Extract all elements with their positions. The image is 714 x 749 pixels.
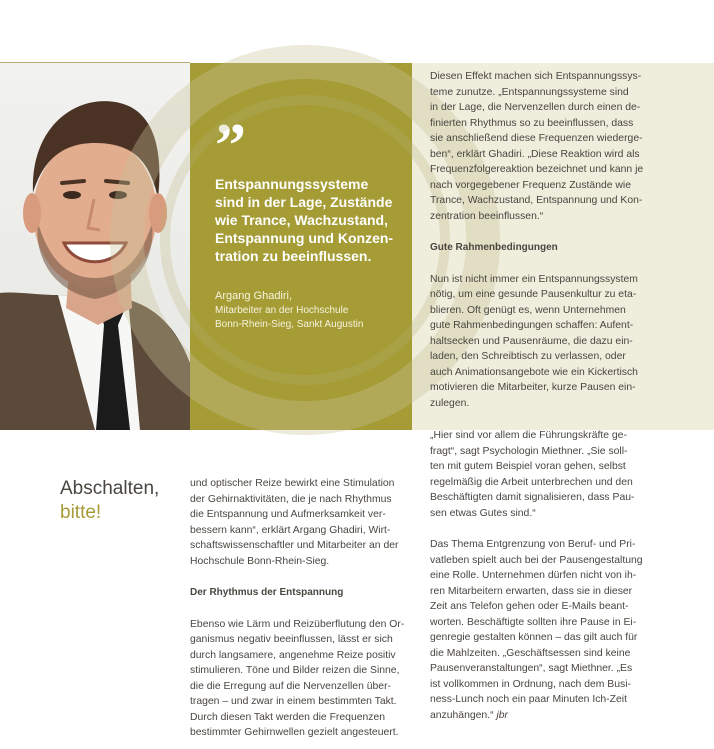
last-line: anzuhängen.“ xyxy=(430,709,494,721)
quote-line: sind in der Lage, Zustände xyxy=(215,194,393,210)
text-line: stimulieren. Töne und Bilder reizen die Sinne, xyxy=(190,665,400,676)
text-line: bessern kann“, erklärt Argang Ghadiri, Wirt- xyxy=(190,524,391,536)
quote-author-role xyxy=(215,304,363,332)
text-line: finierten Rhythmus so zu beeinflussen, dass xyxy=(430,117,634,129)
text-line: Pausenveranstaltungen“, sagt Miethner. „Es xyxy=(430,663,633,674)
quote-line: tration zu beeinflussen. xyxy=(215,248,372,264)
text-line: durch langsamere, angenehme Reize positiv xyxy=(190,649,396,661)
text-line: vatleben spielt auch bei der Pausengestaltung xyxy=(430,554,643,566)
text-line: ren Mitarbeitern erwarten, dass sie in dieser xyxy=(430,585,633,597)
text-line: schaftswissenschaftler und Mitarbeiter an der xyxy=(190,540,399,551)
text-line: nötig, um eine gesunde Pausenkultur zu eta- xyxy=(430,289,637,300)
text-line: haltsecken und Pausenräume, die dazu ein- xyxy=(430,335,633,347)
role-line: Mitarbeiter an der Hochschule xyxy=(215,305,349,316)
text-line: zentration beeinflussen.“ xyxy=(430,210,544,222)
author-signature: jbr xyxy=(496,709,509,721)
quote-panel xyxy=(190,63,412,430)
text-line xyxy=(430,708,700,724)
text-line: Durch diesen Takt werden die Frequenzen xyxy=(190,711,386,723)
pull-quote xyxy=(215,175,410,265)
portrait-photo xyxy=(0,63,190,430)
text-line: laden, den Schreibtisch zu verlassen, oder xyxy=(430,351,626,362)
text-line: sen etwas Gutes sind.“ xyxy=(430,507,536,519)
text-line: genregie gestalten können – das gilt auch für xyxy=(430,632,638,643)
text-line: ganismus negativ beeinflussen, lässt er sich xyxy=(190,634,393,645)
text-line: Beschäftigten damit signalisieren, dass Pau- xyxy=(430,492,635,503)
text-line: und optischer Reize bewirkt eine Stimulation xyxy=(190,478,395,489)
text-line: die Mahlzeiten. „Geschäftsessen sind keine xyxy=(430,647,631,659)
text-line: Nun ist nicht immer ein Entspannungssystem xyxy=(430,273,638,285)
text-line: Das Thema Entgrenzung von Beruf- und Pri- xyxy=(430,539,636,550)
text-line: die Entspannung und Aufmerksamkeit ver- xyxy=(190,509,386,520)
top-right-column xyxy=(430,69,700,411)
text-line: Ebenso wie Lärm und Reizüberflutung den Or- xyxy=(190,618,405,630)
text-line: teme zunutze. „Entspannungssysteme sind xyxy=(430,86,629,98)
role-line: Bonn-Rhein-Sieg, Sankt Augustin xyxy=(215,319,364,330)
quote-line: Entspannungssysteme xyxy=(215,176,369,192)
text-line: in der Lage, die Nervenzellen durch einen de- xyxy=(430,102,641,113)
text-line: die die Erregung auf die Nervenzellen über- xyxy=(190,680,392,692)
text-line: regelmäßig die Arbeit unterbrechen und den xyxy=(430,476,633,488)
text-line: Trance, Wachzustand, Entspannung und Kon- xyxy=(430,195,643,206)
text-line: Diesen Effekt machen sich Entspannungssys- xyxy=(430,71,642,82)
text-line: zulegen. xyxy=(430,397,470,409)
text-line: fragt“, sagt Psychologin Miethner. „Sie soll- xyxy=(430,445,628,457)
bottom-right-column xyxy=(430,428,700,723)
article-title-accent: bitte! xyxy=(60,502,102,523)
section-heading: Gute Rahmenbedingungen xyxy=(430,242,558,253)
text-line: bestimmter Gehirnwellen gezielt angesteuert. xyxy=(190,727,399,738)
text-line: auch Animationsangebote wie ein Kickertisch xyxy=(430,366,638,378)
text-line: tragen – und zwar in einem bestimmten Takt. xyxy=(190,696,397,707)
quote-line: wie Trance, Wachzustand, xyxy=(215,212,388,228)
middle-column xyxy=(190,476,412,741)
text-line: blieren. Oft genügt es, wenn Unternehmen xyxy=(430,304,626,316)
text-line: ist vollkommen in Ordnung, nach dem Busi- xyxy=(430,678,631,690)
section-heading: Der Rhythmus der Entspannung xyxy=(190,587,344,598)
text-line: „Hier sind vor allem die Führungskräfte ge- xyxy=(430,430,627,441)
text-line: nach vorgegebener Frequenz Zustände wie xyxy=(430,179,632,191)
portrait-illustration xyxy=(0,63,190,430)
text-line: gute Rahmenbedingungen schaffen: Aufent- xyxy=(430,320,634,331)
text-line: worten. Beschäftigte sollten ihre Pause in Ei- xyxy=(430,616,637,628)
text-line: Frequenzfolgereaktion bezeichnet und kann je xyxy=(430,164,644,175)
text-line: sie anschließend diese Frequenzen wiederge- xyxy=(430,133,643,144)
text-line: ben“, erklärt Ghadiri. „Diese Reaktion wird als xyxy=(430,148,640,160)
text-line: ten mit gutem Beispiel voran gehen, selbst xyxy=(430,461,626,472)
text-line: der Gehirnaktivitäten, die je nach Rhythmus xyxy=(190,493,392,505)
quote-line: Entspannung und Konzen- xyxy=(215,230,394,246)
text-line: eine Rolle. Unternehmen dürfen nicht von ih- xyxy=(430,570,637,581)
text-line: motivieren die Mitarbeiter, kurze Pausen ein- xyxy=(430,382,636,393)
article-title: Abschalten, xyxy=(60,478,160,499)
quote-author: Argang Ghadiri, xyxy=(215,290,293,302)
text-line: Zeit ans Telefon gehen oder E-Mails beant- xyxy=(430,601,629,612)
text-line: Hochschule Bonn-Rhein-Sieg. xyxy=(190,555,330,567)
quote-mark: ” xyxy=(215,112,246,180)
text-line: ness-Lunch noch ein paar Minuten Ich-Zeit xyxy=(430,694,627,705)
